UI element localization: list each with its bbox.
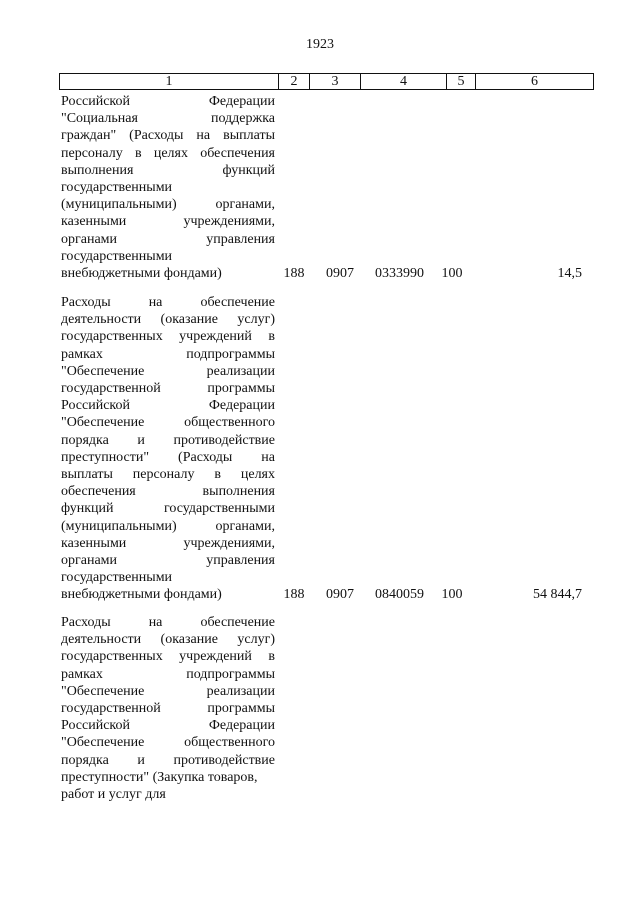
row-col-4: 0333990: [375, 266, 424, 281]
desc-line: "Обеспечение реализации: [61, 363, 275, 379]
desc-line: деятельности (оказание услуг): [61, 632, 275, 648]
desc-line: органами управления: [61, 231, 275, 247]
desc-line: государственной программы: [61, 701, 275, 717]
desc-line: государственных учреждений в: [61, 329, 275, 345]
desc-line: "Обеспечение реализации: [61, 683, 275, 699]
desc-line: государственных учреждений в: [61, 649, 275, 665]
row-col-6: 54 844,7: [533, 587, 582, 602]
row-col-2: 188: [283, 587, 305, 602]
header-col-3: 3: [310, 74, 361, 90]
page-number: 1923: [306, 37, 334, 52]
desc-line: (муниципальными) органами,: [61, 518, 275, 534]
desc-line: внебюджетными фондами): [61, 266, 222, 282]
desc-line: рамках подпрограммы: [61, 346, 275, 362]
header-col-4: 4: [361, 74, 447, 90]
row-col-2: 188: [283, 266, 305, 281]
row-description: [61, 294, 275, 604]
row-col-4: 0840059: [375, 587, 424, 602]
row-col-3: 0907: [326, 266, 354, 281]
desc-line: "Обеспечение общественного: [61, 735, 275, 751]
desc-line: преступности" (Закупка товаров,: [61, 769, 258, 785]
desc-line: выполнения функций: [61, 162, 275, 178]
desc-line: выплаты персоналу в целях: [61, 467, 275, 483]
desc-line: обеспечения выполнения: [61, 484, 275, 500]
desc-line: работ и услуг для: [61, 787, 166, 803]
desc-line: Российской Федерации: [61, 94, 275, 109]
row-col-6: 14,5: [557, 266, 582, 281]
row-description: [61, 93, 275, 282]
desc-line: преступности" (Расходы на: [61, 449, 275, 465]
row-col-5: 100: [441, 266, 463, 281]
desc-line: функций государственными: [61, 501, 275, 517]
header-col-1: 1: [60, 74, 279, 90]
desc-line: Расходы на обеспечение: [61, 615, 275, 630]
row-col-3: 0907: [326, 587, 354, 602]
desc-line: "Социальная поддержка: [61, 111, 275, 127]
desc-line: государственными: [61, 248, 173, 264]
header-col-2: 2: [279, 74, 310, 90]
desc-line: порядка и противодействие: [61, 432, 275, 448]
table-header: [59, 73, 594, 90]
desc-line: порядка и противодействие: [61, 752, 275, 768]
desc-line: казенными учреждениями,: [61, 214, 275, 230]
desc-line: граждан" (Расходы на выплаты: [61, 128, 275, 144]
desc-line: казенными учреждениями,: [61, 535, 275, 551]
desc-line: органами управления: [61, 553, 275, 569]
desc-line: "Обеспечение общественного: [61, 415, 275, 431]
row-col-5: 100: [441, 587, 463, 602]
desc-line: государственными: [61, 570, 173, 586]
desc-line: внебюджетными фондами): [61, 587, 222, 603]
desc-line: персоналу в целях обеспечения: [61, 145, 275, 161]
desc-line: деятельности (оказание услуг): [61, 312, 275, 328]
row-description: [61, 614, 275, 803]
header-col-6: 6: [476, 74, 594, 90]
desc-line: (муниципальными) органами,: [61, 197, 275, 213]
desc-line: Расходы на обеспечение: [61, 295, 275, 310]
desc-line: рамках подпрограммы: [61, 666, 275, 682]
desc-line: Российской Федерации: [61, 718, 275, 734]
header-col-5: 5: [447, 74, 476, 90]
desc-line: государственными: [61, 180, 173, 196]
desc-line: Российской Федерации: [61, 398, 275, 414]
desc-line: государственной программы: [61, 381, 275, 397]
